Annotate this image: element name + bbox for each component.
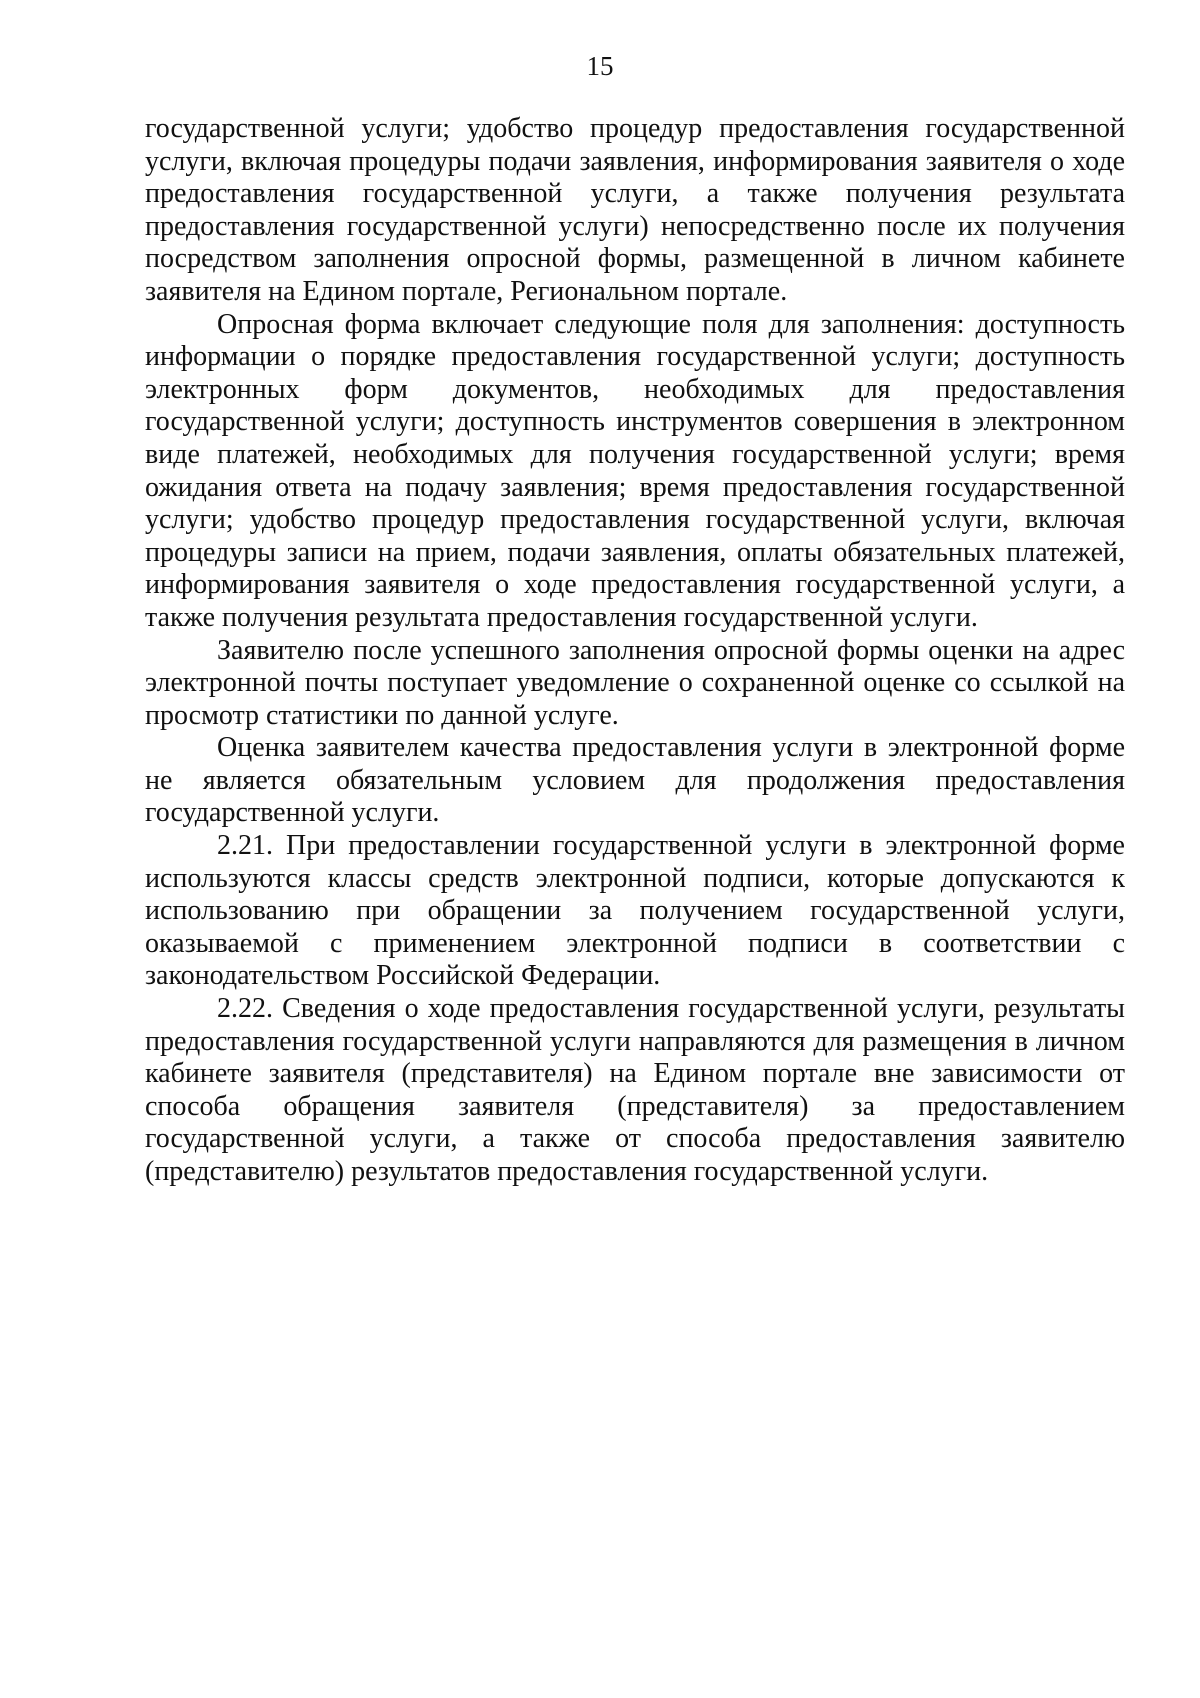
paragraph-notification: Заявителю после успешного заполнения опросной формы оценки на адрес электронной почты поступает уведомление о сохраненной оценке со ссылкой на просмотр статистики по данной услуге. [145, 634, 1125, 731]
page-number: 15 [586, 51, 614, 81]
paragraph-evaluation-optional: Оценка заявителем качества предоставления услуги в электронной форме не является обязательным условием для продолжения предоставления государственной услуги. [145, 732, 1125, 829]
paragraph-continuation: государственной услуги; удобство процедур предоставления государственной услуги, включая процедуры подачи заявления, информирования заявителя о ходе предоставления государственной услуги, а также получения результата предоставления государственной услуги) непосредственно после их получения посредством заполнения опросной формы, размещенной в личном кабинете заявителя на Едином портале, Региональном портале. [145, 113, 1125, 307]
paragraph-section-2-22: 2.22. Сведения о ходе предоставления государственной услуги, результаты предоставления государственной услуги направляются для размещения в личном кабинете заявителя (представителя) на Едином портале вне зависимости от способа обращения заявителя (представителя) за предоставлением государственной услуги, а также от способа предоставления заявителю (представителю) результатов предоставления государственной услуги. [145, 993, 1125, 1187]
document-body [145, 113, 1125, 1189]
paragraph-section-2-21: 2.21. При предоставлении государственной услуги в электронной форме используются классы средств электронной подписи, которые допускаются к использованию при обращении за получением государственной услуги, оказываемой с применением электронной подписи в соответствии с законодательством Российской Федерации. [145, 830, 1125, 992]
paragraph-survey-form-fields: Опросная форма включает следующие поля для заполнения: доступность информации о порядке предоставления государственной услуги; доступность электронных форм документов, необходимых для предоставления государственной услуги; доступность инструментов совершения в электронном виде платежей, необходимых для получения государственной услуги; время ожидания ответа на подачу заявления; время предоставления государственной услуги; удобство процедур предоставления государственной услуги, включая процедуры записи на прием, подачи заявления, оплаты обязательных платежей, информирования заявителя о ходе предоставления государственной услуги, а также получения результата предоставления государственной услуги. [145, 308, 1125, 633]
